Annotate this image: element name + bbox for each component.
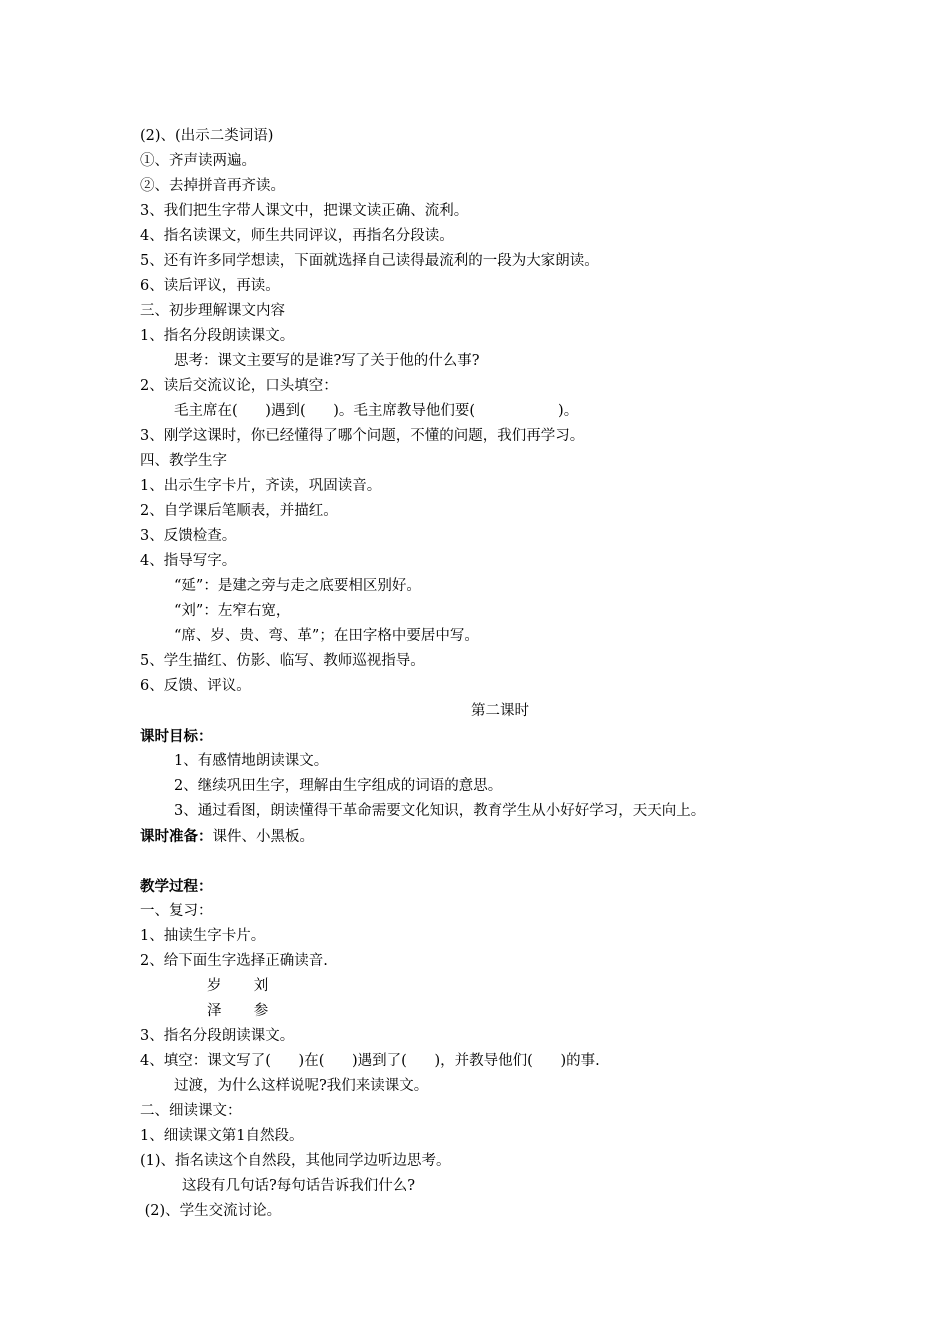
word-row: 岁 刘: [207, 978, 269, 994]
text-line: 过渡，为什么这样说呢?我们来读课文。: [174, 1078, 429, 1094]
text-line: (1)、指名读这个自然段，其他同学边听边思考。: [140, 1153, 451, 1169]
section-heading: 教学过程：: [140, 878, 213, 895]
text-line: 3、我们把生字带人课文中，把课文读正确、流利。: [140, 203, 469, 219]
text-line: 1、指名分段朗读课文。: [140, 328, 295, 344]
prep-label: 课时准备：: [140, 828, 213, 845]
word-row: 泽 参: [207, 1003, 269, 1019]
section-heading: 一、复习：: [140, 903, 213, 919]
section-heading: 二、细读课文：: [140, 1103, 242, 1119]
text-line: 2、读后交流议论，口头填空：: [140, 378, 338, 394]
text-line: (2)、学生交流讨论。: [140, 1203, 282, 1219]
text-line: 这段有几句话?每句话告诉我们什么?: [182, 1178, 416, 1194]
lesson-title: 第二课时: [471, 703, 529, 719]
text-line: 3、刚学这课时，你已经懂得了哪个问题，不懂的问题，我们再学习。: [140, 428, 585, 444]
section-heading: 课时目标：: [140, 728, 213, 745]
text-line: 4、指导写字。: [140, 553, 237, 569]
text-line: 6、读后评议，再读。: [140, 278, 280, 294]
text-line: 2、给下面生字选择正确读音.: [140, 953, 328, 969]
text-line: 5、学生描红、仿影、临写、教师巡视指导。: [140, 653, 425, 669]
text-line: 3、指名分段朗读课文。: [140, 1028, 295, 1044]
text-line: 1、有感情地朗读课文。: [174, 753, 329, 769]
text-line: 2、自学课后笔顺表，并描红。: [140, 503, 338, 519]
text-line: 3、反馈检查。: [140, 528, 237, 544]
text-line: 6、反馈、评议。: [140, 678, 251, 694]
fill-in-line: 毛主席在( )遇到( )。毛主席教导他们要( )。: [174, 403, 579, 419]
text-line: 1、抽读生字卡片。: [140, 928, 266, 944]
text-line: ②、去掉拼音再齐读。: [140, 178, 285, 194]
text-line: 4、指名读课文，师生共同评议，再指名分段读。: [140, 228, 454, 244]
text-line: (2)、(出示二类词语): [140, 128, 274, 144]
text-line: 3、通过看图，朗读懂得干革命需要文化知识，教育学生从小好好学习，天天向上。: [174, 803, 706, 819]
text-line: 思考：课文主要写的是谁?写了关于他的什么事?: [174, 353, 480, 369]
section-heading: 三、初步理解课文内容: [140, 303, 285, 319]
text-line: ①、齐声读两遍。: [140, 153, 256, 169]
text-line: 5、还有许多同学想读，下面就选择自己读得最流利的一段为大家朗读。: [140, 253, 599, 269]
text-line: 1、出示生字卡片，齐读，巩固读音。: [140, 478, 382, 494]
text-line: “延”：是建之旁与走之底要相区别好。: [174, 578, 421, 594]
text-line: 1、细读课文第1自然段。: [140, 1128, 304, 1144]
section-heading: 四、教学生字: [140, 453, 227, 469]
text-line: 2、继续巩田生字，理解由生字组成的词语的意思。: [174, 778, 503, 794]
fill-in-line: 4、填空：课文写了( )在( )遇到了( )，并教导他们( )的事.: [140, 1053, 600, 1069]
prep-value: 课件、小黑板。: [212, 829, 314, 845]
text-line: “刘”：左窄右宽，: [174, 603, 291, 619]
prep-line: [140, 824, 314, 849]
text-line: “席、岁、贵、弯、革”；在田字格中要居中写。: [174, 628, 479, 644]
